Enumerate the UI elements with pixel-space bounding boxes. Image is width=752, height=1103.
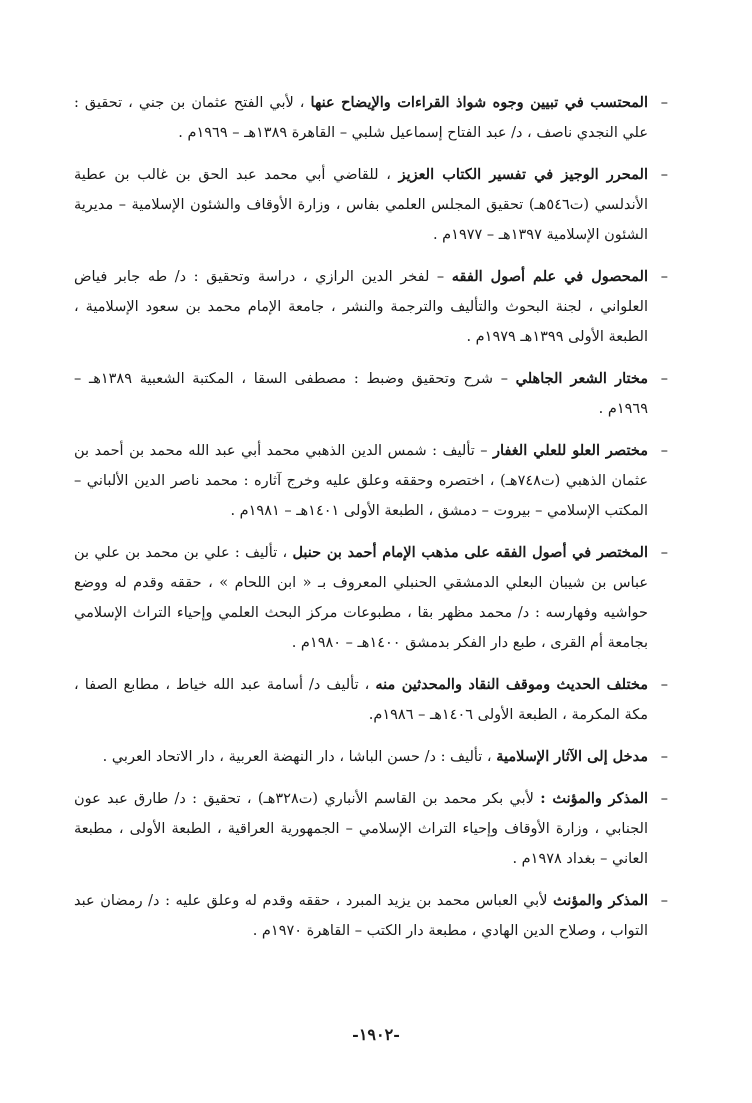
entry-title: مختلف الحديث وموقف النقاد والمحدثين منه xyxy=(375,676,648,693)
entry-text: لأبي العباس محمد بن يزيد المبرد ، حققه وقدم له وعلق عليه : د/ رمضان عبد التواب ، وصلاح الدين الهادي ، مطبعة دار الكتب – القاهرة ١٩٧٠م . xyxy=(74,893,648,939)
entry-text: ، تأليف : علي بن محمد بن علي بن عباس بن شيبان البعلي الدمشقي الحنبلي المعروف بـ « ابن اللحام » ، حققه وقدم له ووضع حواشيه وفهارسه : د/ محمد مظهر بقا ، مطبوعات مركز البحث العلمي وإحياء التراث الإسلامي بجامعة أم القرى ، طبع دار الفكر بدمشق ١٤٠٠هـ – ١٩٨٠م . xyxy=(74,545,648,651)
bibliography-entry xyxy=(74,538,656,658)
entry-text: ، تأليف : د/ حسن الباشا ، دار النهضة العربية ، دار الاتحاد العربي . xyxy=(102,749,492,765)
entry-title: المختصر في أصول الفقه على مذهب الإمام أحمد بن حنبل xyxy=(292,544,648,561)
entry-text: ، لأبي الفتح عثمان بن جني ، تحقيق : علي النجدي ناصف ، د/ عبد الفتاح إسماعيل شلبي – القاهرة ١٣٨٩هـ – ١٩٦٩م . xyxy=(74,95,648,141)
entry-title: المحتسب في تبيين وجوه شواذ القراءات والإيضاح عنها xyxy=(310,94,649,111)
entry-text: ، للقاضي أبي محمد عبد الحق بن غالب بن عطية الأندلسي (ت٥٤٦هـ) تحقيق المجلس العلمي بفاس ، وزارة الأوقاف والشئون الإسلامية – مديرية الشئون الإسلامية ١٣٩٧هـ – ١٩٧٧م . xyxy=(74,167,648,243)
bibliography-entry xyxy=(74,262,656,352)
bibliography-entry xyxy=(74,784,656,874)
bibliography-entry xyxy=(74,364,656,424)
entry-title: مدخل إلى الآثار الإسلامية xyxy=(496,748,648,765)
entry-text: – شرح وتحقيق وضبط : مصطفى السقا ، المكتبة الشعبية ١٣٨٩هـ – ١٩٦٩م . xyxy=(74,371,648,417)
entry-title: مختار الشعر الجاهلي xyxy=(515,370,648,387)
entry-title: المحصول في علم أصول الفقه xyxy=(451,268,648,285)
bibliography-entry xyxy=(74,436,656,526)
entry-text: – لفخر الدين الرازي ، دراسة وتحقيق : د/ طه جابر فياض العلواني ، لجنة البحوث والتأليف والترجمة والنشر ، جامعة الإمام محمد بن سعود الإسلامية ، الطبعة الأولى ١٣٩٩هـ ١٩٧٩م . xyxy=(74,269,648,345)
page-number: -١٩٠٢- xyxy=(352,1025,400,1044)
entry-text: لأبي بكر محمد بن القاسم الأنباري (ت٣٢٨هـ) ، تحقيق : د/ طارق عبد عون الجنابي ، وزارة الأوقاف وإحياء التراث الإسلامي – الجمهورية العراقية ، الطبعة الأولى ، مطبعة العاني – بغداد ١٩٧٨م . xyxy=(74,791,648,867)
entry-text: ، تأليف د/ أسامة عبد الله خياط ، مطابع الصفا ، مكة المكرمة ، الطبعة الأولى ١٤٠٦هـ – ١٩٨٦م. xyxy=(74,677,648,723)
entry-title: مختصر العلو للعلي الغفار xyxy=(493,442,649,459)
entry-title: المذكر والمؤنث xyxy=(553,892,648,909)
bibliography-entry xyxy=(74,886,656,946)
entry-title: المذكر والمؤنث : xyxy=(540,790,649,807)
entry-title: المحرر الوجيز في تفسير الكتاب العزيز xyxy=(398,166,648,183)
bibliography-entry xyxy=(74,160,656,250)
bibliography-entry xyxy=(74,670,656,730)
bibliography-entry xyxy=(74,88,656,148)
bibliography-entry xyxy=(74,742,656,772)
entry-text: – تأليف : شمس الدين الذهبي محمد أبي عبد الله محمد بن أحمد بن عثمان الذهبي (ت٧٤٨هـ) ، اختصره وحققه وعلق عليه وخرج آثاره : محمد ناصر الدين الألباني – المكتب الإسلامي – بيروت – دمشق ، الطبعة الأولى ١٤٠١هـ – ١٩٨١م . xyxy=(74,443,648,519)
